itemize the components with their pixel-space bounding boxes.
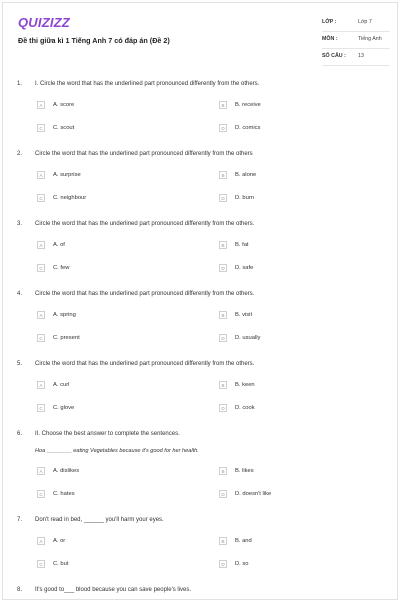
option-text: C. few bbox=[53, 265, 70, 271]
option-text: A. dislikes bbox=[53, 468, 80, 474]
option-letter-box: D bbox=[219, 404, 227, 412]
option-letter-box: D bbox=[219, 124, 227, 132]
answer-option-b[interactable] bbox=[219, 537, 369, 548]
answer-option-a[interactable] bbox=[37, 101, 187, 112]
option-text: D. comics bbox=[235, 125, 261, 131]
question-text: Don't read in bed, ______ you'll harm your eyes. bbox=[35, 517, 164, 523]
option-text: D. cook bbox=[235, 405, 255, 411]
option-letter-box: D bbox=[219, 490, 227, 498]
option-letter-box: A bbox=[37, 241, 45, 249]
option-letter-box: A bbox=[37, 537, 45, 545]
answer-option-a[interactable] bbox=[37, 241, 187, 252]
question-text: Circle the word that has the underlined part pronounced differently from the others. bbox=[35, 361, 255, 367]
meta-value: Tiếng Anh bbox=[358, 36, 382, 42]
answer-option-c[interactable] bbox=[37, 334, 187, 345]
meta-row-class bbox=[322, 15, 390, 32]
question-number: 8. bbox=[17, 587, 23, 593]
option-letter-box: C bbox=[37, 334, 45, 342]
option-letter-box: B bbox=[219, 241, 227, 249]
answer-option-d[interactable] bbox=[219, 560, 369, 571]
quizizz-logo: QUIZIZZ bbox=[18, 15, 70, 30]
option-text: B. fat bbox=[235, 242, 249, 248]
option-text: A. of bbox=[53, 242, 65, 248]
answer-option-c[interactable] bbox=[37, 264, 187, 275]
meta-label: MÔN : bbox=[322, 36, 338, 42]
option-letter-box: A bbox=[37, 101, 45, 109]
question-text: Circle the word that has the underlined part pronounced differently from the others. bbox=[35, 221, 255, 227]
option-text: C. glove bbox=[53, 405, 75, 411]
option-text: C. scout bbox=[53, 125, 75, 131]
question-text: Circle the word that has the underlined part pronounced differently from the others. bbox=[35, 291, 255, 297]
meta-label: LỚP : bbox=[322, 19, 337, 25]
worksheet-title: Đề thi giữa kì 1 Tiếng Anh 7 có đáp án (Đề 2) bbox=[18, 36, 170, 45]
question-text: It's good to___ blood because you can save people's lives. bbox=[35, 587, 192, 593]
option-text: B. likes bbox=[235, 468, 254, 474]
answer-option-d[interactable] bbox=[219, 264, 369, 275]
answer-option-c[interactable] bbox=[37, 560, 187, 571]
option-letter-box: B bbox=[219, 381, 227, 389]
option-letter-box: D bbox=[219, 560, 227, 568]
option-letter-box: B bbox=[219, 101, 227, 109]
worksheet-header bbox=[3, 3, 399, 67]
option-letter-box: A bbox=[37, 381, 45, 389]
answer-option-c[interactable] bbox=[37, 490, 187, 501]
question-prompt: Hoa ________ eating Vegetables because it's good for her health. bbox=[35, 448, 199, 454]
option-letter-box: A bbox=[37, 467, 45, 475]
option-text: C. neighbour bbox=[53, 195, 87, 201]
option-text: D. usually bbox=[235, 335, 261, 341]
answer-option-d[interactable] bbox=[219, 124, 369, 135]
option-text: A. or bbox=[53, 538, 66, 544]
option-letter-box: B bbox=[219, 537, 227, 545]
option-letter-box: C bbox=[37, 264, 45, 272]
answer-option-d[interactable] bbox=[219, 490, 369, 501]
answer-option-b[interactable] bbox=[219, 381, 369, 392]
option-text: D. burn bbox=[235, 195, 255, 201]
option-text: B. alone bbox=[235, 172, 257, 178]
option-text: B. receive bbox=[235, 102, 261, 108]
option-text: D. so bbox=[235, 561, 249, 567]
option-text: C. present bbox=[53, 335, 80, 341]
answer-option-a[interactable] bbox=[37, 381, 187, 392]
answer-option-a[interactable] bbox=[37, 537, 187, 548]
option-letter-box: C bbox=[37, 124, 45, 132]
answer-option-b[interactable] bbox=[219, 241, 369, 252]
question-number: 1. bbox=[17, 81, 23, 87]
answer-option-b[interactable] bbox=[219, 171, 369, 182]
option-text: C. but bbox=[53, 561, 69, 567]
question-text: I. Circle the word that has the underlined part pronounced differently from the others. bbox=[35, 81, 260, 87]
option-text: D. safe bbox=[235, 265, 254, 271]
option-letter-box: D bbox=[219, 334, 227, 342]
option-letter-box: C bbox=[37, 194, 45, 202]
option-letter-box: B bbox=[219, 467, 227, 475]
question-number: 5. bbox=[17, 361, 23, 367]
option-letter-box: C bbox=[37, 490, 45, 498]
option-text: C. hates bbox=[53, 491, 75, 497]
answer-option-a[interactable] bbox=[37, 467, 187, 478]
meta-row-count bbox=[322, 49, 390, 66]
option-text: B. visit bbox=[235, 312, 253, 318]
answer-option-a[interactable] bbox=[37, 171, 187, 182]
answer-option-c[interactable] bbox=[37, 194, 187, 205]
answer-option-c[interactable] bbox=[37, 404, 187, 415]
worksheet-page bbox=[2, 2, 398, 600]
meta-label: SỐ CÂU : bbox=[322, 53, 346, 59]
answer-option-d[interactable] bbox=[219, 334, 369, 345]
option-text: B. keen bbox=[235, 382, 255, 388]
answer-option-b[interactable] bbox=[219, 101, 369, 112]
option-text: A. spring bbox=[53, 312, 76, 318]
option-letter-box: A bbox=[37, 171, 45, 179]
option-letter-box: B bbox=[219, 311, 227, 319]
question-number: 2. bbox=[17, 151, 23, 157]
option-text: A. score bbox=[53, 102, 75, 108]
option-letter-box: A bbox=[37, 311, 45, 319]
answer-option-b[interactable] bbox=[219, 311, 369, 322]
option-text: A. surprise bbox=[53, 172, 81, 178]
question-number: 4. bbox=[17, 291, 23, 297]
option-text: A. curl bbox=[53, 382, 70, 388]
answer-option-b[interactable] bbox=[219, 467, 369, 478]
option-text: B. and bbox=[235, 538, 252, 544]
answer-option-c[interactable] bbox=[37, 124, 187, 135]
meta-row-subject bbox=[322, 32, 390, 49]
option-text: D. doesn't like bbox=[235, 491, 272, 497]
option-letter-box: B bbox=[219, 171, 227, 179]
meta-panel bbox=[322, 15, 390, 66]
question-text: II. Choose the best answer to complete the sentences. bbox=[35, 431, 180, 437]
question-number: 7. bbox=[17, 517, 23, 523]
answer-option-d[interactable] bbox=[219, 404, 369, 415]
question-number: 6. bbox=[17, 431, 23, 437]
option-letter-box: D bbox=[219, 264, 227, 272]
question-text: Circle the word that has the underlined part pronounced differently from the others bbox=[35, 151, 253, 157]
meta-value: Lớp 7 bbox=[358, 19, 372, 25]
option-letter-box: C bbox=[37, 560, 45, 568]
meta-value: 13 bbox=[358, 53, 364, 59]
question-number: 3. bbox=[17, 221, 23, 227]
answer-option-a[interactable] bbox=[37, 311, 187, 322]
answer-option-d[interactable] bbox=[219, 194, 369, 205]
option-letter-box: C bbox=[37, 404, 45, 412]
option-letter-box: D bbox=[219, 194, 227, 202]
